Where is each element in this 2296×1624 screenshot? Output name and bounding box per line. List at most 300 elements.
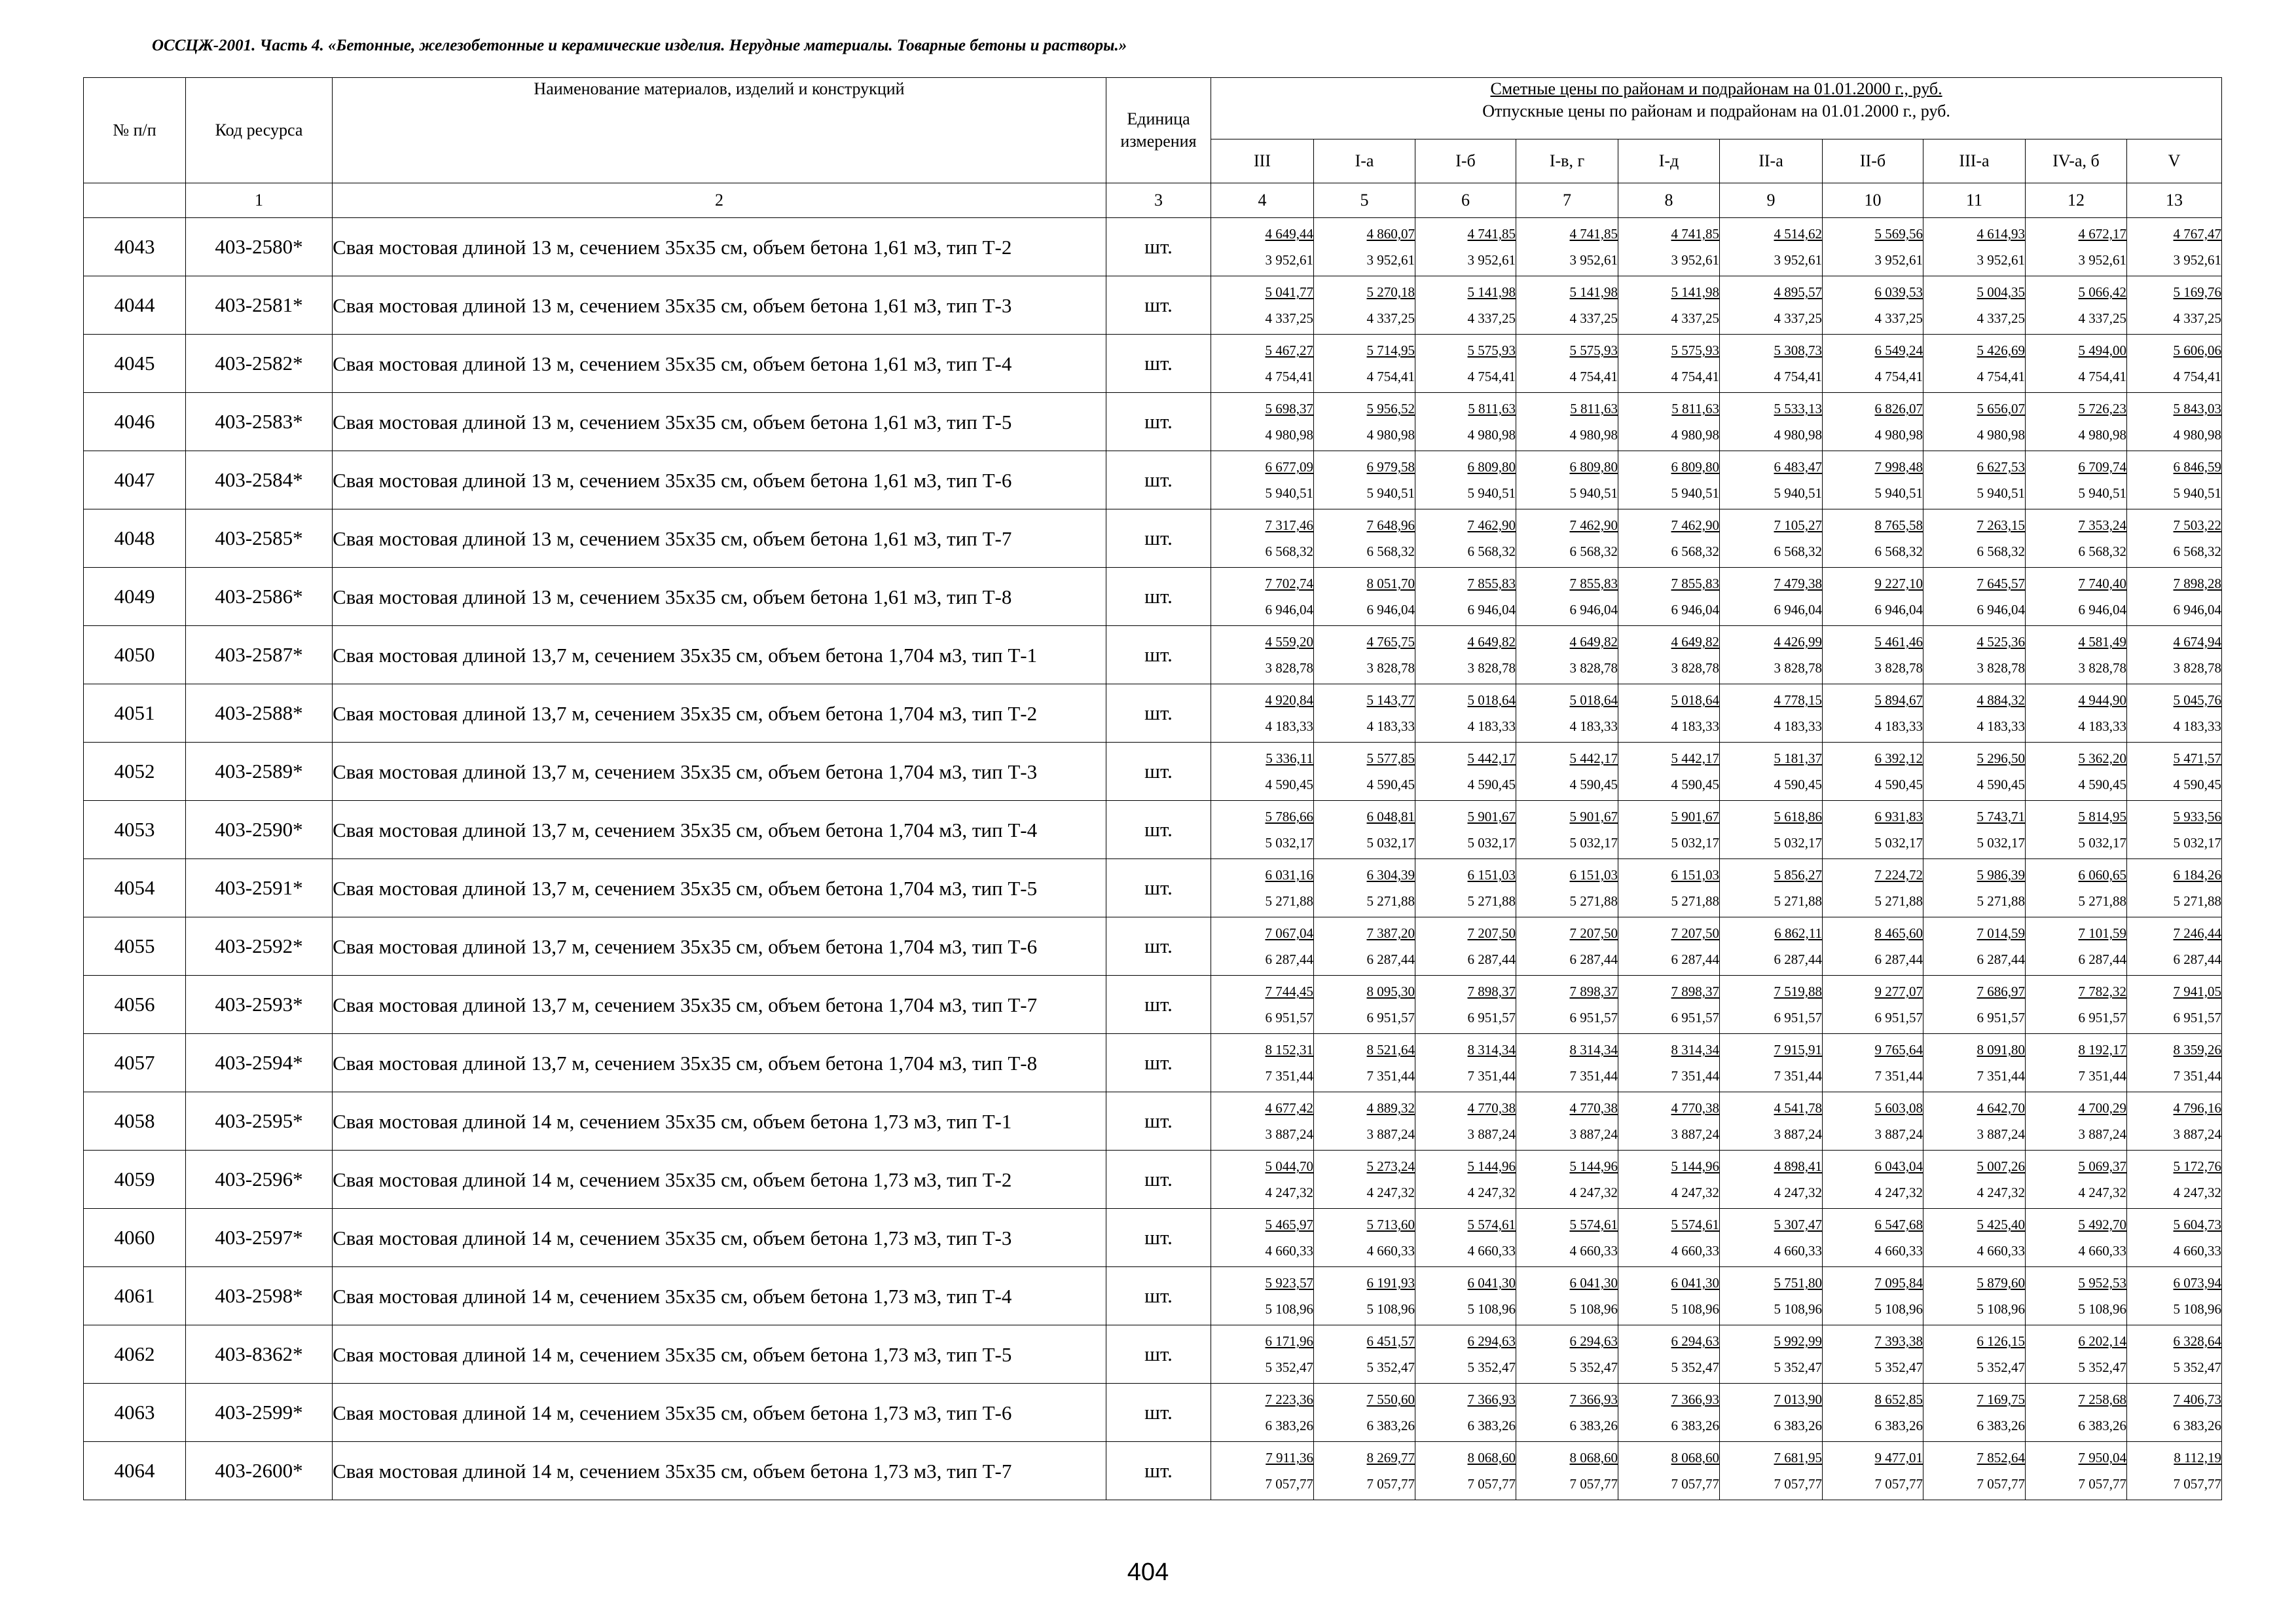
price-cell <box>1618 1151 1720 1209</box>
price-cell <box>1314 626 1415 684</box>
price-cell <box>2026 917 2127 976</box>
estimated-price: 4 700,29 <box>2078 1100 2126 1116</box>
price-cell <box>1823 276 1923 335</box>
release-price: 6 951,57 <box>1977 1010 2025 1025</box>
release-price: 6 568,32 <box>2173 544 2222 559</box>
release-price: 7 057,77 <box>1467 1476 1516 1492</box>
material-name: Свая мостовая длиной 13,7 м, сечением 35х35 см, объем бетона 1,704 м3, тип Т-5 <box>333 859 1106 917</box>
estimated-price: 5 007,26 <box>1977 1158 2025 1174</box>
estimated-price: 7 648,96 <box>1366 517 1415 533</box>
price-cell <box>1314 218 1415 276</box>
estimated-price: 6 931,83 <box>1874 809 1923 824</box>
estimated-price: 7 014,59 <box>1977 925 2025 941</box>
estimated-price: 6 039,53 <box>1874 284 1923 300</box>
release-price: 4 590,45 <box>2078 777 2126 792</box>
unit-of-measure: шт. <box>1106 1325 1211 1384</box>
price-cell <box>1720 335 1823 393</box>
estimated-price: 5 901,67 <box>1671 809 1719 824</box>
row-number: 4048 <box>84 509 186 568</box>
price-cell <box>1618 976 1720 1034</box>
resource-code: 403-2590* <box>186 801 333 859</box>
resource-code: 403-2592* <box>186 917 333 976</box>
table-row <box>84 1442 2222 1500</box>
estimated-price: 5 901,67 <box>1569 809 1618 824</box>
material-name: Свая мостовая длиной 14 м, сечением 35х35 см, объем бетона 1,73 м3, тип Т-6 <box>333 1384 1106 1442</box>
estimated-price: 5 577,85 <box>1366 750 1415 766</box>
table-row <box>84 218 2222 276</box>
release-price: 5 271,88 <box>1671 893 1719 909</box>
estimated-price: 7 462,90 <box>1467 517 1516 533</box>
estimated-price: 7 941,05 <box>2173 984 2222 999</box>
release-price: 5 271,88 <box>2078 893 2126 909</box>
price-cell <box>1211 218 1314 276</box>
row-number: 4056 <box>84 976 186 1034</box>
price-cell <box>1516 218 1618 276</box>
table-row <box>84 509 2222 568</box>
price-cell <box>1516 684 1618 743</box>
release-price: 3 828,78 <box>1366 660 1415 676</box>
release-price: 4 337,25 <box>1265 310 1313 326</box>
release-price: 4 337,25 <box>2078 310 2126 326</box>
estimated-price: 6 151,03 <box>1467 867 1516 883</box>
estimated-price: 6 294,63 <box>1467 1333 1516 1349</box>
price-cell <box>1923 1442 2026 1500</box>
release-price: 3 887,24 <box>1467 1126 1516 1142</box>
release-price: 6 383,26 <box>2173 1418 2222 1433</box>
estimated-price: 4 541,78 <box>1774 1100 1822 1116</box>
release-price: 4 247,32 <box>1874 1185 1923 1200</box>
release-price: 5 108,96 <box>1874 1301 1923 1317</box>
resource-code: 403-2598* <box>186 1267 333 1325</box>
price-cell <box>1720 393 1823 451</box>
column-number: 7 <box>1516 183 1618 218</box>
price-cell <box>1516 393 1618 451</box>
estimated-price: 5 569,56 <box>1874 226 1923 242</box>
estimated-price: 8 095,30 <box>1366 984 1415 999</box>
release-price: 4 980,98 <box>1265 427 1313 443</box>
estimated-price: 7 246,44 <box>2173 925 2222 941</box>
material-name: Свая мостовая длиной 13 м, сечением 35х35 см, объем бетона 1,61 м3, тип Т-8 <box>333 568 1106 626</box>
estimated-price: 8 314,34 <box>1671 1042 1719 1058</box>
release-price: 6 383,26 <box>1774 1418 1822 1433</box>
estimated-price: 4 614,93 <box>1977 226 2025 242</box>
region-header: II-б <box>1823 139 1923 183</box>
price-cell <box>1516 509 1618 568</box>
release-price: 4 980,98 <box>2173 427 2222 443</box>
price-cell <box>2026 451 2127 509</box>
price-cell <box>1823 1384 1923 1442</box>
release-price: 5 271,88 <box>1874 893 1923 909</box>
price-cell <box>1516 917 1618 976</box>
row-number: 4043 <box>84 218 186 276</box>
price-cell <box>1720 684 1823 743</box>
release-price: 7 351,44 <box>1671 1068 1719 1084</box>
release-price: 6 383,26 <box>1977 1418 2025 1433</box>
release-price: 3 952,61 <box>2173 252 2222 268</box>
price-cell <box>1314 1034 1415 1092</box>
resource-code: 403-2588* <box>186 684 333 743</box>
estimated-price: 5 144,96 <box>1569 1158 1618 1174</box>
estimated-price: 7 550,60 <box>1366 1392 1415 1407</box>
unit-of-measure: шт. <box>1106 1267 1211 1325</box>
release-price: 4 754,41 <box>1265 369 1313 384</box>
release-price: 6 946,04 <box>1366 602 1415 618</box>
price-cell <box>1516 626 1618 684</box>
estimated-price: 7 067,04 <box>1265 925 1313 941</box>
price-cell <box>2026 1325 2127 1384</box>
release-price: 6 287,44 <box>1977 951 2025 967</box>
table-row <box>84 1034 2222 1092</box>
price-cell <box>1618 1384 1720 1442</box>
estimated-price: 6 677,09 <box>1265 459 1313 475</box>
price-cell <box>1516 801 1618 859</box>
estimated-price: 5 811,63 <box>1468 401 1516 416</box>
estimated-price: 6 184,26 <box>2173 867 2222 883</box>
estimated-price: 6 392,12 <box>1874 750 1923 766</box>
estimated-price: 5 141,98 <box>1671 284 1719 300</box>
estimated-price: 5 143,77 <box>1366 692 1415 708</box>
table-row <box>84 626 2222 684</box>
release-price: 6 568,32 <box>1366 544 1415 559</box>
release-price: 6 951,57 <box>1774 1010 1822 1025</box>
estimated-price: 5 018,64 <box>1569 692 1618 708</box>
material-name: Свая мостовая длиной 13 м, сечением 35х35 см, объем бетона 1,61 м3, тип Т-5 <box>333 393 1106 451</box>
release-price: 3 887,24 <box>1671 1126 1719 1142</box>
price-cell <box>1720 626 1823 684</box>
estimated-price: 5 041,77 <box>1265 284 1313 300</box>
unit-of-measure: шт. <box>1106 626 1211 684</box>
price-cell <box>2127 1034 2222 1092</box>
release-price: 6 946,04 <box>1671 602 1719 618</box>
estimated-price: 6 826,07 <box>1874 401 1923 416</box>
estimated-price: 5 169,76 <box>2173 284 2222 300</box>
price-cell <box>1923 859 2026 917</box>
estimated-price: 5 270,18 <box>1366 284 1415 300</box>
price-cell <box>2026 859 2127 917</box>
price-cell <box>1923 976 2026 1034</box>
price-cell <box>2127 335 2222 393</box>
price-cell <box>1211 1384 1314 1442</box>
estimated-price: 7 263,15 <box>1977 517 2025 533</box>
price-cell <box>2026 626 2127 684</box>
row-number: 4062 <box>84 1325 186 1384</box>
material-name: Свая мостовая длиной 13 м, сечением 35х35 см, объем бетона 1,61 м3, тип Т-7 <box>333 509 1106 568</box>
price-cell <box>2127 1267 2222 1325</box>
release-price: 4 183,33 <box>1874 718 1923 734</box>
table-row <box>84 684 2222 743</box>
price-cell <box>1211 976 1314 1034</box>
unit-of-measure: шт. <box>1106 393 1211 451</box>
release-price: 4 590,45 <box>1265 777 1313 792</box>
estimated-price: 5 743,71 <box>1977 809 2025 824</box>
estimated-price: 6 862,11 <box>1774 925 1822 941</box>
release-price: 3 828,78 <box>1874 660 1923 676</box>
estimated-price: 5 144,96 <box>1671 1158 1719 1174</box>
price-cell <box>1516 451 1618 509</box>
price-cell <box>1823 1325 1923 1384</box>
estimated-price: 5 172,76 <box>2173 1158 2222 1174</box>
estimated-price: 4 944,90 <box>2078 692 2126 708</box>
price-cell <box>1720 1092 1823 1151</box>
estimated-price: 5 604,73 <box>2173 1217 2222 1232</box>
release-price: 5 271,88 <box>1265 893 1313 909</box>
table-row <box>84 276 2222 335</box>
release-price: 4 980,98 <box>1366 427 1415 443</box>
price-cell <box>1314 1092 1415 1151</box>
release-price: 5 940,51 <box>1671 485 1719 501</box>
release-price: 6 383,26 <box>2078 1418 2126 1433</box>
estimated-price: 4 649,82 <box>1467 634 1516 650</box>
estimated-price: 5 533,13 <box>1774 401 1822 416</box>
unit-of-measure: шт. <box>1106 276 1211 335</box>
release-price: 3 887,24 <box>2078 1126 2126 1142</box>
resource-code: 403-8362* <box>186 1325 333 1384</box>
release-price: 5 271,88 <box>1774 893 1822 909</box>
unit-of-measure: шт. <box>1106 976 1211 1034</box>
release-price: 6 951,57 <box>1569 1010 1618 1025</box>
estimated-price: 6 483,47 <box>1774 459 1822 475</box>
estimated-price: 7 393,38 <box>1874 1333 1923 1349</box>
row-number: 4047 <box>84 451 186 509</box>
release-price: 4 183,33 <box>1671 718 1719 734</box>
estimated-price: 5 336,11 <box>1266 750 1313 766</box>
release-price: 5 940,51 <box>1467 485 1516 501</box>
material-name: Свая мостовая длиной 13,7 м, сечением 35х35 см, объем бетона 1,704 м3, тип Т-7 <box>333 976 1106 1034</box>
price-cell <box>1314 1209 1415 1267</box>
price-cell <box>2127 393 2222 451</box>
material-name: Свая мостовая длиной 13 м, сечением 35х35 см, объем бетона 1,61 м3, тип Т-4 <box>333 335 1106 393</box>
release-price: 7 351,44 <box>2173 1068 2222 1084</box>
table-row <box>84 451 2222 509</box>
estimated-price: 4 770,38 <box>1671 1100 1719 1116</box>
price-cell <box>1516 1151 1618 1209</box>
region-header: II-а <box>1720 139 1823 183</box>
resource-code: 403-2594* <box>186 1034 333 1092</box>
estimated-price: 8 051,70 <box>1366 576 1415 591</box>
unit-of-measure: шт. <box>1106 917 1211 976</box>
estimated-price: 4 559,20 <box>1265 634 1313 650</box>
price-cell <box>1314 509 1415 568</box>
release-price: 4 660,33 <box>1569 1243 1618 1259</box>
release-price: 4 754,41 <box>1671 369 1719 384</box>
price-cell <box>1618 859 1720 917</box>
price-cell <box>1823 859 1923 917</box>
release-price: 5 108,96 <box>1774 1301 1822 1317</box>
price-cell <box>1516 743 1618 801</box>
price-cell <box>1516 1442 1618 1500</box>
estimated-price: 7 744,45 <box>1265 984 1313 999</box>
release-price: 6 568,32 <box>1977 544 2025 559</box>
price-cell <box>1314 801 1415 859</box>
price-cell <box>1314 1151 1415 1209</box>
release-price: 7 351,44 <box>2078 1068 2126 1084</box>
release-price: 5 940,51 <box>1265 485 1313 501</box>
resource-code: 403-2585* <box>186 509 333 568</box>
price-cell <box>1516 1034 1618 1092</box>
release-price: 4 590,45 <box>2173 777 2222 792</box>
row-number: 4055 <box>84 917 186 976</box>
estimated-price: 5 471,57 <box>2173 750 2222 766</box>
row-number: 4051 <box>84 684 186 743</box>
estimated-price: 5 952,53 <box>2078 1275 2126 1291</box>
estimated-price: 6 979,58 <box>1366 459 1415 475</box>
estimated-price: 5 575,93 <box>1569 342 1618 358</box>
release-price: 6 568,32 <box>1671 544 1719 559</box>
release-price: 7 351,44 <box>1977 1068 2025 1084</box>
release-price: 3 887,24 <box>1774 1126 1822 1142</box>
release-price: 7 351,44 <box>1265 1068 1313 1084</box>
release-price: 4 660,33 <box>1265 1243 1313 1259</box>
release-price: 6 946,04 <box>1874 602 1923 618</box>
table-row <box>84 1092 2222 1151</box>
table-row <box>84 568 2222 626</box>
unit-of-measure: шт. <box>1106 451 1211 509</box>
estimated-price: 8 192,17 <box>2078 1042 2126 1058</box>
estimated-price: 6 202,14 <box>2078 1333 2126 1349</box>
price-cell <box>1720 276 1823 335</box>
release-price: 3 887,24 <box>2173 1126 2222 1142</box>
estimated-price: 4 581,49 <box>2078 634 2126 650</box>
price-cell <box>2127 1442 2222 1500</box>
price-cell <box>1314 568 1415 626</box>
row-number: 4057 <box>84 1034 186 1092</box>
release-price: 6 383,26 <box>1671 1418 1719 1433</box>
row-number: 4058 <box>84 1092 186 1151</box>
estimated-price: 5 713,60 <box>1366 1217 1415 1232</box>
release-price: 4 247,32 <box>1671 1185 1719 1200</box>
material-name: Свая мостовая длиной 14 м, сечением 35х35 см, объем бетона 1,73 м3, тип Т-2 <box>333 1151 1106 1209</box>
price-cell <box>1823 1034 1923 1092</box>
price-cell <box>2026 801 2127 859</box>
price-cell <box>1923 393 2026 451</box>
release-price: 4 660,33 <box>1774 1243 1822 1259</box>
estimated-price: 4 649,44 <box>1265 226 1313 242</box>
estimated-price: 5 656,07 <box>1977 401 2025 416</box>
release-price: 4 590,45 <box>1467 777 1516 792</box>
price-cell <box>2026 393 2127 451</box>
price-cell <box>1923 451 2026 509</box>
price-cell <box>2026 1267 2127 1325</box>
resource-code: 403-2591* <box>186 859 333 917</box>
estimated-price: 5 362,20 <box>2078 750 2126 766</box>
estimated-price: 7 911,36 <box>1266 1450 1313 1466</box>
release-price: 5 032,17 <box>1366 835 1415 851</box>
release-price: 3 887,24 <box>1569 1126 1618 1142</box>
price-cell <box>1720 568 1823 626</box>
release-price: 7 351,44 <box>1569 1068 1618 1084</box>
estimated-price: 6 126,15 <box>1977 1333 2025 1349</box>
price-cell <box>1211 684 1314 743</box>
column-number: 3 <box>1106 183 1211 218</box>
release-price: 6 946,04 <box>1774 602 1822 618</box>
price-cell <box>1923 276 2026 335</box>
price-cell <box>1618 1034 1720 1092</box>
estimated-price: 5 307,47 <box>1774 1217 1822 1232</box>
estimated-price: 7 645,57 <box>1977 576 2025 591</box>
release-price: 4 183,33 <box>1265 718 1313 734</box>
price-cell <box>1823 801 1923 859</box>
price-cell <box>1516 335 1618 393</box>
price-cell <box>1314 684 1415 743</box>
price-cell <box>1211 1442 1314 1500</box>
release-price: 5 032,17 <box>1774 835 1822 851</box>
release-price: 6 946,04 <box>1467 602 1516 618</box>
release-price: 5 271,88 <box>1569 893 1618 909</box>
release-price: 3 828,78 <box>1467 660 1516 676</box>
price-cell <box>1618 451 1720 509</box>
release-price: 4 337,25 <box>1977 310 2025 326</box>
price-cell <box>1415 568 1516 626</box>
release-price: 4 247,32 <box>1977 1185 2025 1200</box>
estimated-price: 5 603,08 <box>1874 1100 1923 1116</box>
release-price: 3 952,61 <box>1569 252 1618 268</box>
estimated-price: 5 933,56 <box>2173 809 2222 824</box>
price-cell <box>1516 276 1618 335</box>
estimated-price: 5 045,76 <box>2173 692 2222 708</box>
release-price: 5 108,96 <box>1671 1301 1719 1317</box>
price-cell <box>1415 218 1516 276</box>
estimated-price: 6 048,81 <box>1366 809 1415 824</box>
price-cell <box>1415 276 1516 335</box>
estimated-price: 5 992,99 <box>1774 1333 1822 1349</box>
release-price: 4 590,45 <box>1774 777 1822 792</box>
estimated-price: 5 492,70 <box>2078 1217 2126 1232</box>
resource-code: 403-2589* <box>186 743 333 801</box>
estimated-price: 5 426,69 <box>1977 342 2025 358</box>
estimated-price: 7 462,90 <box>1671 517 1719 533</box>
release-price: 3 952,61 <box>1366 252 1415 268</box>
price-cell <box>1211 393 1314 451</box>
release-price: 4 247,32 <box>2078 1185 2126 1200</box>
price-cell <box>2127 509 2222 568</box>
estimated-price: 8 314,34 <box>1467 1042 1516 1058</box>
release-price: 6 946,04 <box>1569 602 1618 618</box>
estimated-price: 6 041,30 <box>1671 1275 1719 1291</box>
price-cell <box>2127 917 2222 976</box>
price-cell <box>2127 743 2222 801</box>
estimated-price: 5 574,61 <box>1569 1217 1618 1232</box>
price-cell <box>1720 1034 1823 1092</box>
estimated-price: 6 294,63 <box>1569 1333 1618 1349</box>
estimated-price: 9 277,07 <box>1874 984 1923 999</box>
price-cell <box>1720 1151 1823 1209</box>
price-cell <box>1720 509 1823 568</box>
header-unit: Единица измерения <box>1106 78 1211 183</box>
price-cell <box>2026 743 2127 801</box>
price-cell <box>2127 276 2222 335</box>
material-name: Свая мостовая длиной 13 м, сечением 35х35 см, объем бетона 1,61 м3, тип Т-3 <box>333 276 1106 335</box>
release-price: 4 980,98 <box>2078 427 2126 443</box>
price-cell <box>2127 976 2222 1034</box>
release-price: 5 940,51 <box>1874 485 1923 501</box>
release-price: 3 952,61 <box>2078 252 2126 268</box>
estimated-price: 4 642,70 <box>1977 1100 2025 1116</box>
price-cell <box>1415 1151 1516 1209</box>
estimated-price: 6 151,03 <box>1569 867 1618 883</box>
price-cell <box>1618 393 1720 451</box>
estimated-price: 7 898,37 <box>1467 984 1516 999</box>
release-price: 7 057,77 <box>1671 1476 1719 1492</box>
row-number: 4061 <box>84 1267 186 1325</box>
estimated-price: 7 950,04 <box>2078 1450 2126 1466</box>
estimated-price: 7 169,75 <box>1977 1392 2025 1407</box>
estimated-price: 5 901,67 <box>1467 809 1516 824</box>
release-price: 5 032,17 <box>2173 835 2222 851</box>
release-price: 6 568,32 <box>2078 544 2126 559</box>
price-cell <box>1618 1325 1720 1384</box>
release-price: 3 952,61 <box>1977 252 2025 268</box>
estimated-price: 4 649,82 <box>1671 634 1719 650</box>
